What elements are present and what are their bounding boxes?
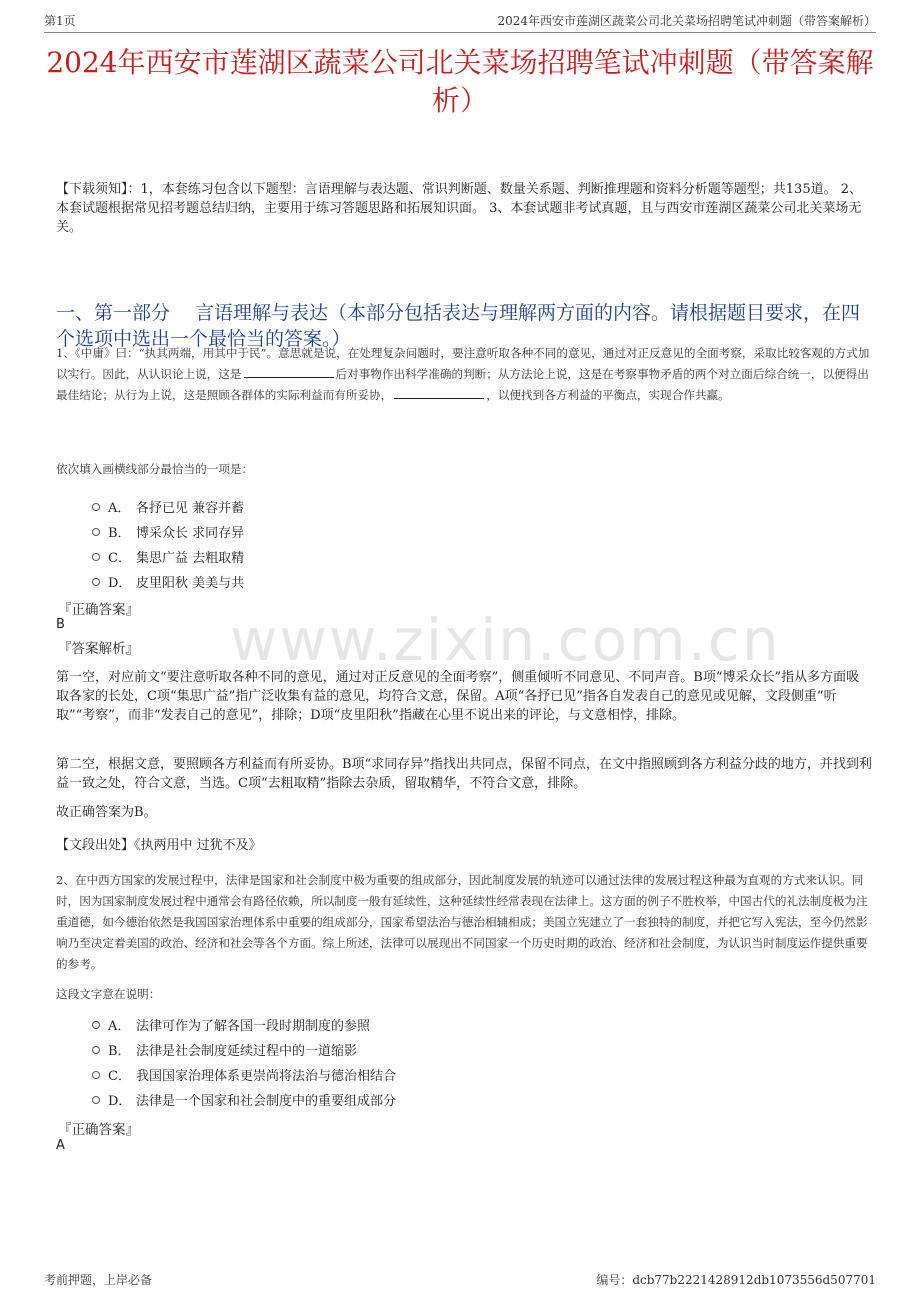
option-a[interactable]: A． 各抒已见 兼容并蓄: [92, 494, 244, 519]
correct-answer: B: [56, 617, 65, 632]
page-footer: [44, 1271, 876, 1288]
option-b[interactable]: B． 博采众长 求同存异: [92, 519, 244, 544]
option-a[interactable]: A． 法律可作为了解各国一段时期制度的参照: [92, 1012, 396, 1037]
question-1-options: [92, 494, 244, 594]
document-title: 2024年西安市莲湖区蔬菜公司北关菜场招聘笔试冲刺题（带答案解析）: [46, 46, 874, 117]
radio-icon[interactable]: [92, 578, 100, 586]
correct-answer: A: [56, 1138, 65, 1153]
option-c[interactable]: C． 集思广益 去粗取精: [92, 544, 244, 569]
question-2-prompt: 这段文字意在说明：: [56, 987, 161, 1001]
option-d[interactable]: D． 皮里阳秋 美美与共: [92, 569, 244, 594]
question-2-options: [92, 1012, 396, 1112]
answer-label: 『正确答案』: [58, 1122, 139, 1138]
question-1-text: 1、《中庸》曰：“执其两端，用其中于民”。意思就是说，在处理复杂问题时，要注意听取各种不同的意见，通过对正反意见的全面考察，采取比较客观的方式加以实行。因此，从认识论上说，这是 后对事物作出科学准确的判断；从方法论上说，这是在考察事物矛盾的两个对立面后综合统一，以便得出最佳结论；从行为上说，这是照顾各群体的实际利益而有所妥协， ，以便找到各方利益的平衡点，实现合作共赢。: [56, 346, 870, 402]
download-notice: 【下载须知】：1，本套练习包含以下题型：言语理解与表达题、常识判断题、数量关系题、判断推理题和资料分析题等题型；共135道。 2、本套试题根据常见招考题总结归纳，主要用于练习答题思路和拓展知识面。 3、本套试题非考试真题，且与西安市莲湖区蔬菜公司北关菜场无关。: [56, 182, 862, 235]
source-note: 【文段出处】《执两用中 过犹不及》: [56, 838, 262, 853]
analysis-paragraph-1: 第一空，对应前文“要注意听取各种不同的意见，通过对正反意见的全面考察”，侧重倾听不同意见、不同声音。B项“博采众长”指从多方面吸取各家的长处，C项“集思广益”指广泛收集有益的意见，均符合文意，保留。A项“各抒已见”指各自发表自己的意见或见解，文段侧重“听取”“考察”，而非“发表自己的意见”，排除；D项“皮里阳秋”指藏在心里不说出来的评论，与文意相悖，排除。: [56, 670, 860, 723]
option-c[interactable]: C． 我国国家治理体系更崇尚将法治与德治相结合: [92, 1062, 396, 1087]
question-2-text: 2、在中西方国家的发展过程中，法律是国家和社会制度中极为重要的组成部分，因此制度发展的轨迹可以通过法律的发展过程这种最为直观的方式来认识。同时，因为国家制度发展过程中通常会有路径依赖，所以制度一般有延续性，这种延续性经常表现在法律上。这方面的例子不胜枚举，中国古代的礼法制度极为注重道德，如今德治依然是我国国家治理体系中重要的组成部分，国家希望法治与德治相辅相成；美国立宪建立了一套独特的制度，并把它写入宪法，至今仍然影响乃至决定着美国的政治、经济和社会等各个方面。综上所述，法律可以展现出不同国家一个历史时期的政治、经济和社会制度，为认识当时制度运作提供重要的参考。: [56, 873, 868, 971]
footer-slogan: 考前押题，上岸必备: [44, 1273, 153, 1287]
analysis-label: 『答案解析』: [58, 641, 139, 657]
section-heading: 一、第一部分 言语理解与表达（本部分包括表达与理解两方面的内容。请根据题目要求，在四个选项中选出一个最恰当的答案。）: [56, 302, 861, 350]
watermark: www.zixin.com.cn: [230, 606, 781, 674]
answer-label: 『正确答案』: [58, 602, 139, 618]
radio-icon[interactable]: [92, 1021, 100, 1029]
option-b[interactable]: B． 法律是社会制度延续过程中的一道缩影: [92, 1037, 396, 1062]
radio-icon[interactable]: [92, 553, 100, 561]
page-number: 第1页: [44, 14, 76, 28]
option-d[interactable]: D． 法律是一个国家和社会制度中的重要组成部分: [92, 1087, 396, 1112]
footer-doc-id: 编号：dcb77b2221428912db1073556d507701: [596, 1273, 876, 1287]
radio-icon[interactable]: [92, 503, 100, 511]
page-header: [44, 12, 876, 33]
radio-icon[interactable]: [92, 1071, 100, 1079]
radio-icon[interactable]: [92, 1096, 100, 1104]
analysis-conclusion: 故正确答案为B。: [56, 805, 157, 820]
fill-blank-2: [394, 386, 484, 399]
radio-icon[interactable]: [92, 1046, 100, 1054]
fill-blank-1: [244, 365, 334, 378]
analysis-paragraph-2: 第二空，根据文意，要照顾各方利益而有所妥协。B项“求同存异”指找出共同点，保留不同点，在文中指照顾到各方利益分歧的地方，并找到利益一致之处，符合文意，当选。C项“去粗取精”指除去杂质，留取精华，不符合文意，排除。: [56, 757, 872, 791]
header-doc-title: 2024年西安市莲湖区蔬菜公司北关菜场招聘笔试冲刺题（带答案解析）: [497, 14, 876, 28]
question-1-prompt: 依次填入画横线部分最恰当的一项是：: [56, 462, 254, 476]
radio-icon[interactable]: [92, 528, 100, 536]
